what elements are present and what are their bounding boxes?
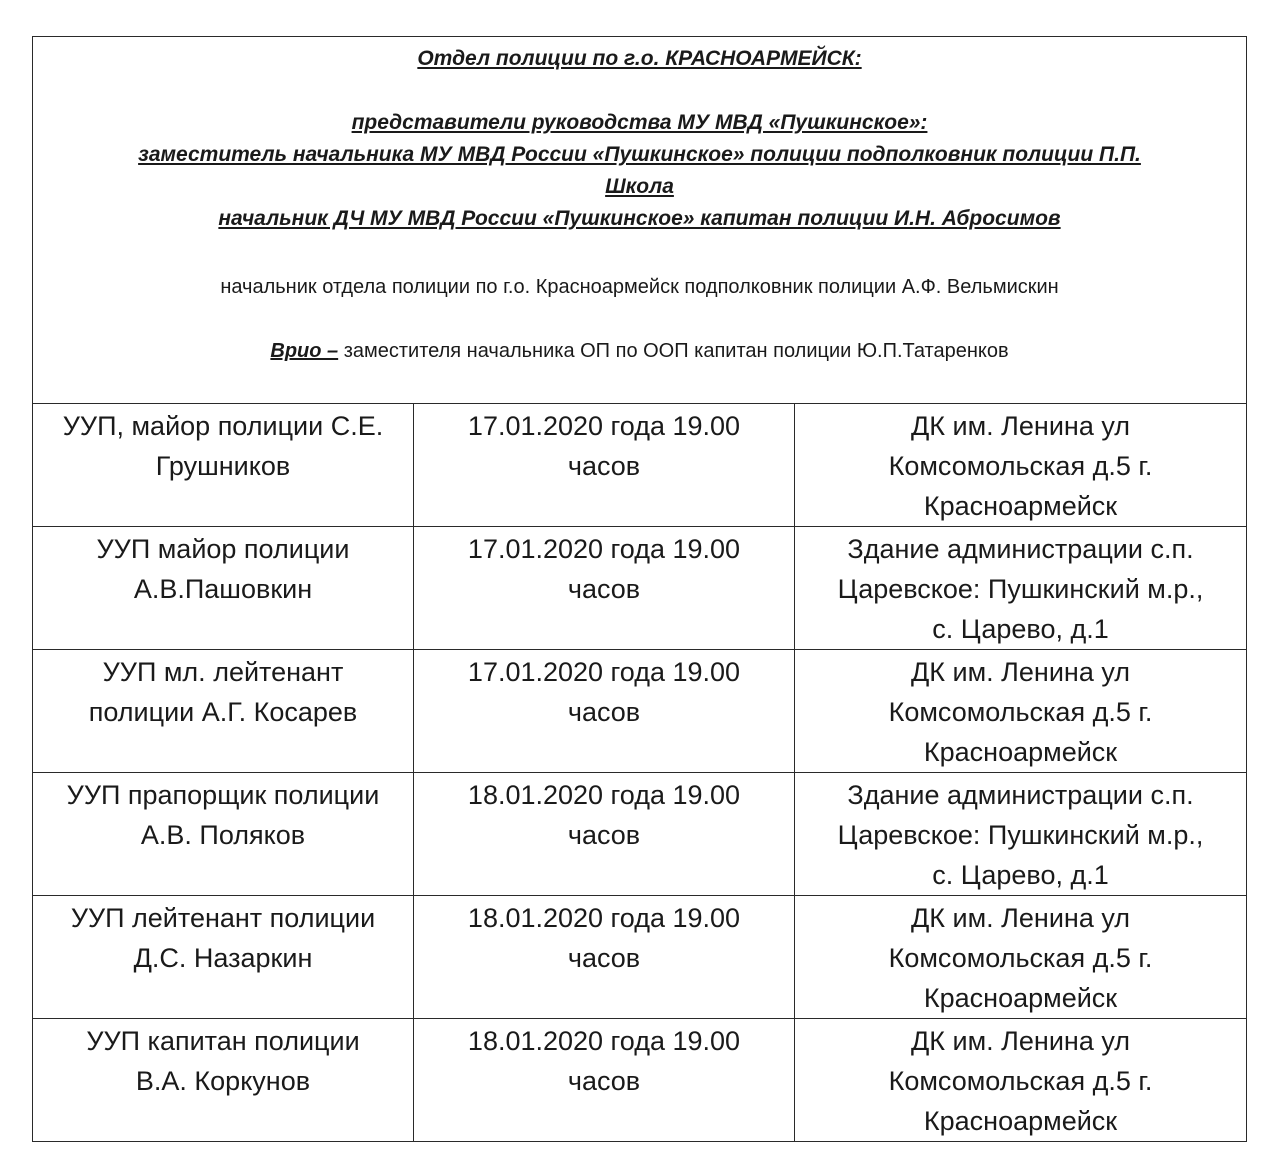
leadership-title: представители руководства МУ МВД «Пушкинское»: [351, 111, 928, 134]
table-row [33, 773, 1247, 896]
table-row [33, 404, 1247, 527]
officer-cell: УУП майор полиции А.В.Пашовкин [33, 527, 414, 650]
header-cell [33, 37, 1247, 404]
officer-cell: УУП лейтенант полиции Д.С. Назаркин [33, 896, 414, 1019]
department-title: Отдел полиции по г.о. КРАСНОАРМЕЙСК: [417, 47, 862, 70]
datetime-cell: 18.01.2020 года 19.00 часов [414, 896, 795, 1019]
duty-chief: начальник ДЧ МУ МВД России «Пушкинское» капитан полиции И.Н. Абросимов [218, 207, 1061, 230]
officer-cell: УУП мл. лейтенант полиции А.Г. Косарев [33, 650, 414, 773]
place-cell: ДК им. Ленина ул Комсомольская д.5 г. Красноармейск [795, 1019, 1247, 1142]
datetime-cell: 17.01.2020 года 19.00 часов [414, 527, 795, 650]
officer-cell: УУП, майор полиции С.Е. Грушников [33, 404, 414, 527]
officer-cell: УУП прапорщик полиции А.В. Поляков [33, 773, 414, 896]
table-row [33, 1019, 1247, 1142]
acting-deputy-text: заместителя начальника ОП по ООП капитан полиции Ю.П.Татаренков [338, 340, 1009, 362]
datetime-cell: 17.01.2020 года 19.00 часов [414, 404, 795, 527]
acting-label: Врио – [270, 340, 339, 362]
deputy-chief-line-2: Школа [605, 175, 674, 198]
schedule-table [32, 36, 1247, 1142]
deputy-chief-line-1: заместитель начальника МУ МВД России «Пушкинское» полиции подполковник полиции П.П. [138, 143, 1141, 166]
datetime-cell: 18.01.2020 года 19.00 часов [414, 773, 795, 896]
place-cell: ДК им. Ленина ул Комсомольская д.5 г. Красноармейск [795, 896, 1247, 1019]
place-cell: Здание администрации с.п. Царевское: Пушкинский м.р., с. Царево, д.1 [795, 773, 1247, 896]
table-row [33, 527, 1247, 650]
officer-cell: УУП капитан полиции В.А. Коркунов [33, 1019, 414, 1142]
place-cell: ДК им. Ленина ул Комсомольская д.5 г. Красноармейск [795, 650, 1247, 773]
table-row [33, 650, 1247, 773]
table-row [33, 896, 1247, 1019]
department-chief: начальник отдела полиции по г.о. Красноармейск подполковник полиции А.Ф. Вельмискин [220, 276, 1059, 298]
datetime-cell: 17.01.2020 года 19.00 часов [414, 650, 795, 773]
header-row [33, 37, 1247, 404]
place-cell: Здание администрации с.п. Царевское: Пушкинский м.р., с. Царево, д.1 [795, 527, 1247, 650]
datetime-cell: 18.01.2020 года 19.00 часов [414, 1019, 795, 1142]
acting-deputy [41, 335, 1238, 367]
place-cell: ДК им. Ленина ул Комсомольская д.5 г. Красноармейск [795, 404, 1247, 527]
